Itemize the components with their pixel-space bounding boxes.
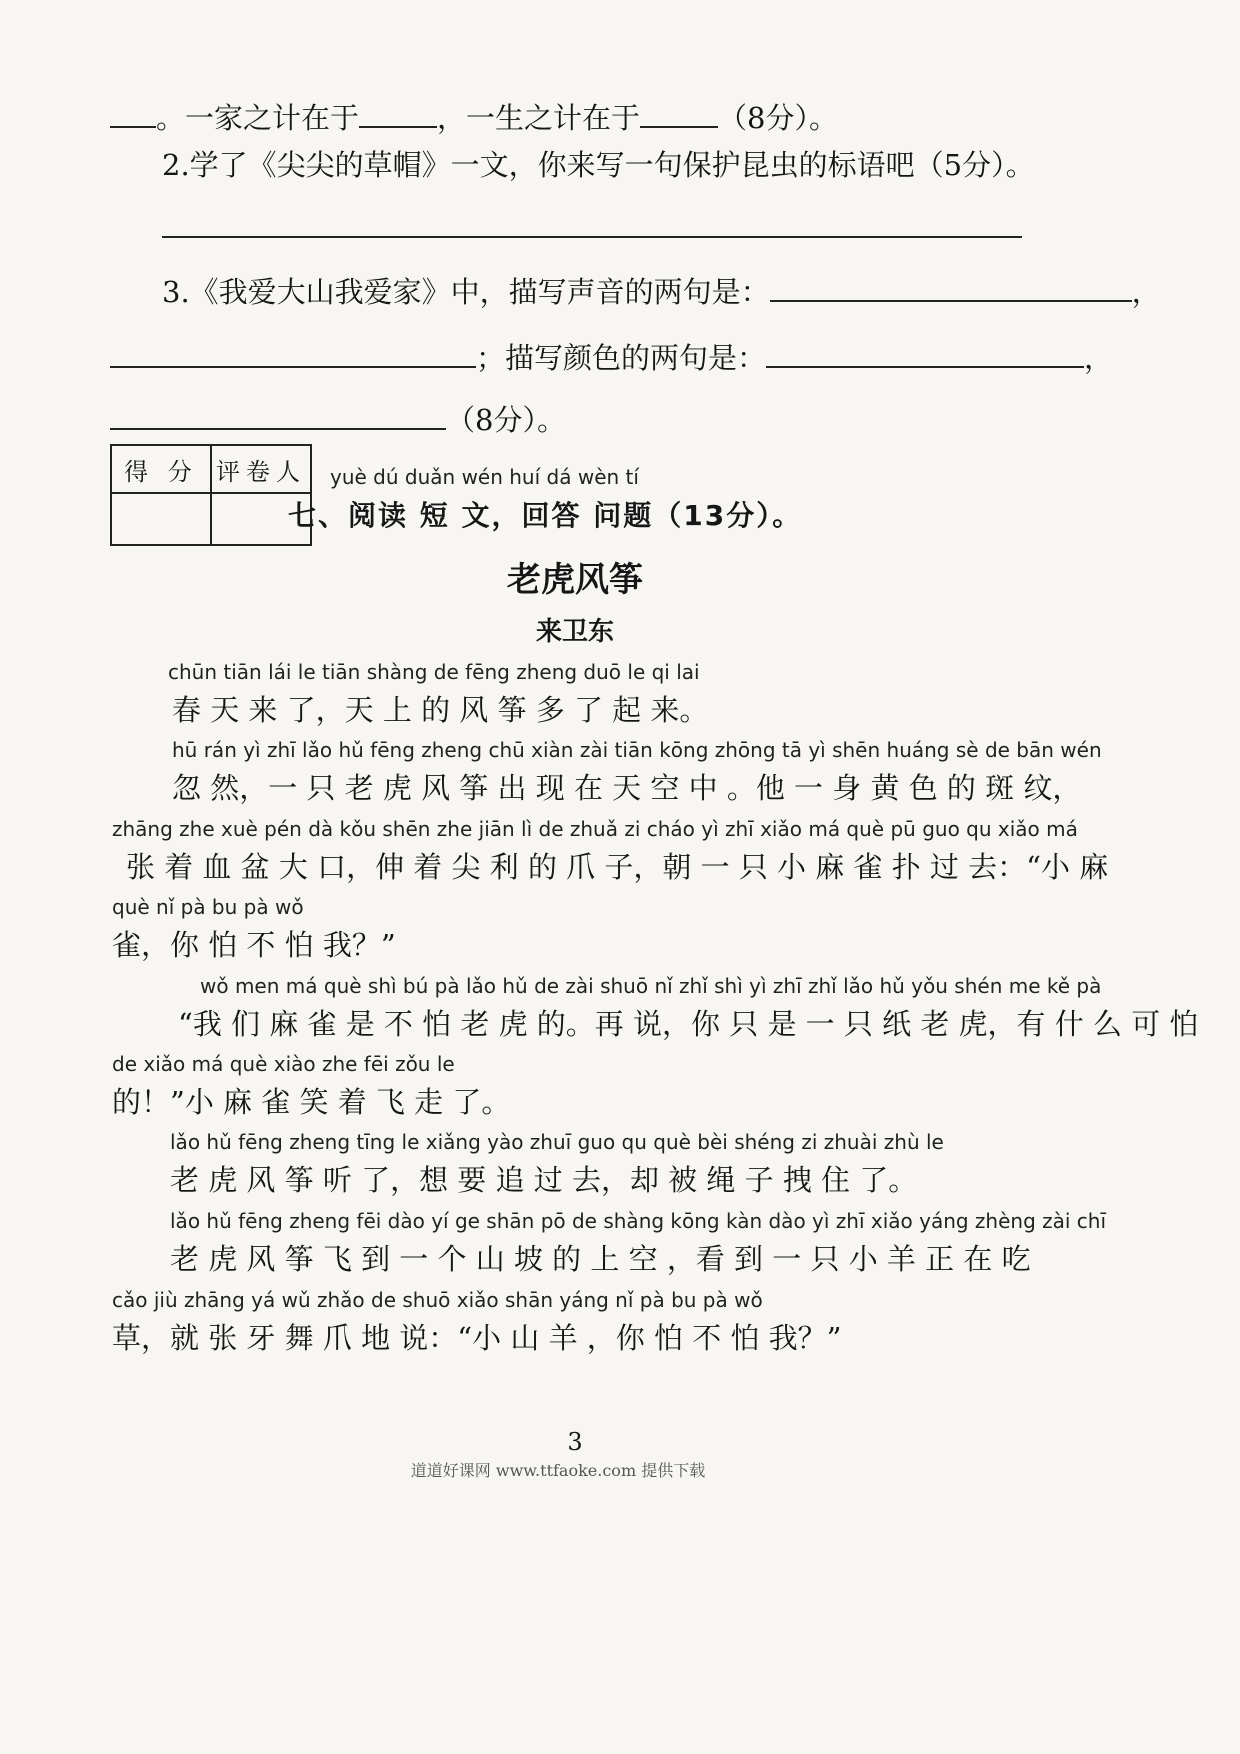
passage-author: 来卫东 [535, 617, 614, 647]
pinyin-line: zhāng zhe xuè pén dà kǒu shēn zhe jiān lì de zhuǎ zi cháo yì zhī xiǎo má què pū guo qu xiǎo má [112, 817, 1078, 841]
answer-blank[interactable] [770, 299, 1132, 302]
pinyin-line: chūn tiān lái le tiān shàng de fēng zheng duō le qi lai [168, 660, 700, 684]
question-3-prompt: ；描写颜色的两句是： [476, 341, 767, 375]
answer-blank[interactable] [359, 125, 437, 128]
score-box [110, 444, 312, 546]
points-label: （8分）。 [718, 101, 838, 135]
passage-line: 春 天 来 了，天 上 的 风 筝 多 了 起 来。 [172, 693, 709, 727]
answer-line[interactable] [162, 236, 1022, 238]
punctuation: ， [1084, 341, 1114, 375]
points-label: （8分）。 [446, 403, 566, 437]
section-heading-pinyin: yuè dú duǎn wén huí dá wèn tí [330, 465, 639, 489]
pinyin-line: de xiǎo má què xiào zhe fēi zǒu le [112, 1052, 455, 1076]
passage-line: 老 虎 风 筝 听 了，想 要 追 过 去，却 被 绳 子 拽 住 了。 [170, 1163, 918, 1197]
answer-blank[interactable] [110, 427, 446, 430]
passage-line: 雀，你 怕 不 怕 我？” [112, 928, 396, 962]
passage-line: 草，就 张 牙 舞 爪 地 说：“小 山 羊 ，你 怕 不 怕 我？” [112, 1321, 842, 1355]
pinyin-line: lǎo hǔ fēng zheng fēi dào yí ge shān pō de shàng kōng kàn dào yì zhī xiǎo yáng zhèng zài chī [170, 1209, 1107, 1233]
passage-line: 的！”小 麻 雀 笑 着 飞 走 了。 [112, 1085, 511, 1119]
fill-in-text: ，一生之计在于 [437, 101, 641, 135]
section-heading: 七、阅读 短 文，回答 问题（13分）。 [288, 499, 803, 532]
question-3-line-2 [110, 336, 1113, 377]
pinyin-line: lǎo hǔ fēng zheng tīng le xiǎng yào zhuī guo qu què bèi shéng zi zhuài zhù le [170, 1130, 944, 1154]
pinyin-line: hū rán yì zhī lǎo hǔ fēng zheng chū xiàn zài tiān kōng zhōng tā yì shēn huáng sè de bān wén [172, 738, 1102, 762]
pinyin-line: què nǐ pà bu pà wǒ [112, 895, 304, 919]
fill-in-line-1 [110, 96, 838, 137]
grader-header: 评卷人 [211, 445, 311, 493]
passage-line: 张 着 血 盆 大 口，伸 着 尖 利 的 爪 子，朝 一 只 小 麻 雀 扑 过 去：“小 麻 [126, 850, 1109, 884]
answer-blank[interactable] [110, 125, 156, 128]
pinyin-line: cǎo jiù zhāng yá wǔ zhǎo de shuō xiǎo shān yáng nǐ pà bu pà wǒ [112, 1288, 763, 1312]
question-3-prompt: 3.《我爱大山我爱家》中，描写声音的两句是： [162, 275, 770, 309]
footer-text: 道道好课网 www.ttfaoke.com 提供下载 [410, 1461, 706, 1480]
question-3-line-3 [110, 398, 566, 439]
question-2: 2.学了《尖尖的草帽》一文，你来写一句保护昆虫的标语吧（5分）。 [162, 148, 1035, 182]
page-number: 3 [567, 1428, 583, 1456]
answer-blank[interactable] [640, 125, 718, 128]
score-header: 得 分 [111, 445, 211, 493]
fill-in-text: 。一家之计在于 [156, 101, 360, 135]
passage-line: 老 虎 风 筝 飞 到 一 个 山 坡 的 上 空 ，看 到 一 只 小 羊 正 在 吃 [170, 1242, 1031, 1276]
passage-title: 老虎风筝 [507, 560, 643, 600]
pinyin-line: wǒ men má què shì bú pà lǎo hǔ de zài shuō nǐ zhǐ shì yì zhī zhǐ lǎo hǔ yǒu shén me kě pà [200, 974, 1102, 998]
punctuation: ， [1131, 275, 1161, 309]
passage-line: 忽 然，一 只 老 虎 风 筝 出 现 在 天 空 中 。他 一 身 黄 色 的 斑 纹， [172, 771, 1082, 805]
answer-blank[interactable] [110, 365, 476, 368]
question-3-line-1 [162, 270, 1161, 311]
score-cell[interactable] [111, 493, 211, 545]
passage-line: “我 们 麻 雀 是 不 怕 老 虎 的。再 说，你 只 是 一 只 纸 老 虎，有 什 么 可 怕 [178, 1007, 1199, 1041]
answer-blank[interactable] [766, 365, 1084, 368]
